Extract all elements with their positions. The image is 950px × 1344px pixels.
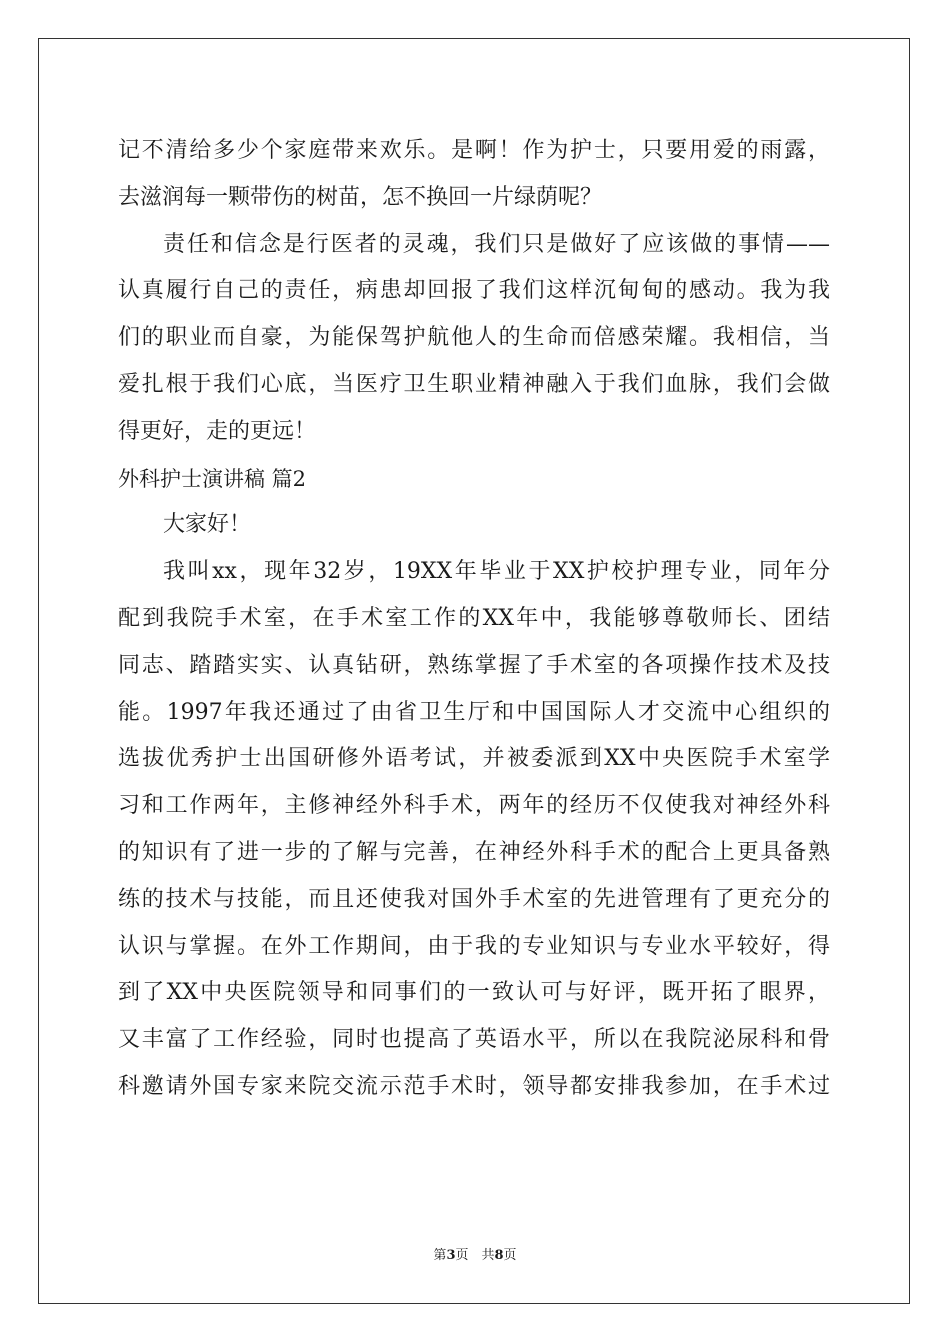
greeting: 大家好！ — [163, 512, 252, 538]
footer-page-prefix: 第 — [433, 1248, 447, 1263]
paragraph-2 — [118, 222, 830, 456]
footer-page-suffix: 页 — [503, 1248, 517, 1263]
text-line: 到了XX中央医院领导和同事们的一致认可与好评，既开拓了眼界， — [118, 980, 830, 1006]
text-line: 能。1997年我还通过了由省卫生厅和中国国际人才交流中心组织的 — [118, 699, 830, 725]
document-body — [118, 128, 830, 1111]
paragraph-3 — [118, 549, 830, 1111]
text-line: 得更好，走的更远！ — [118, 418, 317, 444]
text-line: 又丰富了工作经验，同时也提高了英语水平，所以在我院泌尿科和骨 — [118, 1027, 830, 1053]
text-line: 记不清给多少个家庭带来欢乐。是啊！作为护士，只要用爱的雨露， — [118, 138, 830, 163]
text-line: 我叫xx，现年32岁，19XX年毕业于XX护校护理专业，同年分 — [163, 559, 830, 585]
total-pages-number: 8 — [494, 1248, 504, 1263]
text-line: 练的技术与技能，而且还使我对国外手术室的先进管理有了更充分的 — [118, 886, 830, 912]
text-line: 去滋润每一颗带伤的树苗，怎不换回一片绿荫呢？ — [118, 184, 603, 210]
text-line: 习和工作两年，主修神经外科手术，两年的经历不仅使我对神经外科 — [118, 793, 830, 819]
section-heading: 外科护士演讲稿 篇2 — [118, 466, 307, 491]
text-line: 认识与掌握。在外工作期间，由于我的专业知识与专业水平较好，得 — [118, 933, 830, 959]
text-line: 认真履行自己的责任，病患却回报了我们这样沉甸甸的感动。我为我 — [118, 278, 830, 304]
text-line: 爱扎根于我们心底，当医疗卫生职业精神融入于我们血脉，我们会做 — [118, 371, 830, 397]
text-line: 配到我院手术室，在手术室工作的XX年中，我能够尊敬师长、团结 — [118, 605, 830, 631]
paragraph-1 — [118, 128, 830, 222]
text-line: 选拔优秀护士出国研修外语考试，并被委派到XX中央医院手术室学 — [118, 746, 830, 772]
current-page-number: 3 — [446, 1248, 456, 1263]
text-line: 同志、踏踏实实、认真钻研，熟练掌握了手术室的各项操作技术及技 — [118, 652, 830, 678]
text-line: 科邀请外国专家来院交流示范手术时，领导都安排我参加，在手术过 — [118, 1073, 830, 1099]
text-line: 的知识有了进一步的了解与完善，在神经外科手术的配合上更具备熟 — [118, 839, 830, 865]
footer-page-mid: 页 共 — [455, 1248, 495, 1263]
text-line: 责任和信念是行医者的灵魂，我们只是做好了应该做的事情—— — [163, 231, 830, 257]
page-footer — [0, 1246, 950, 1266]
text-line: 们的职业而自豪，为能保驾护航他人的生命而倍感荣耀。我相信，当 — [118, 325, 830, 351]
